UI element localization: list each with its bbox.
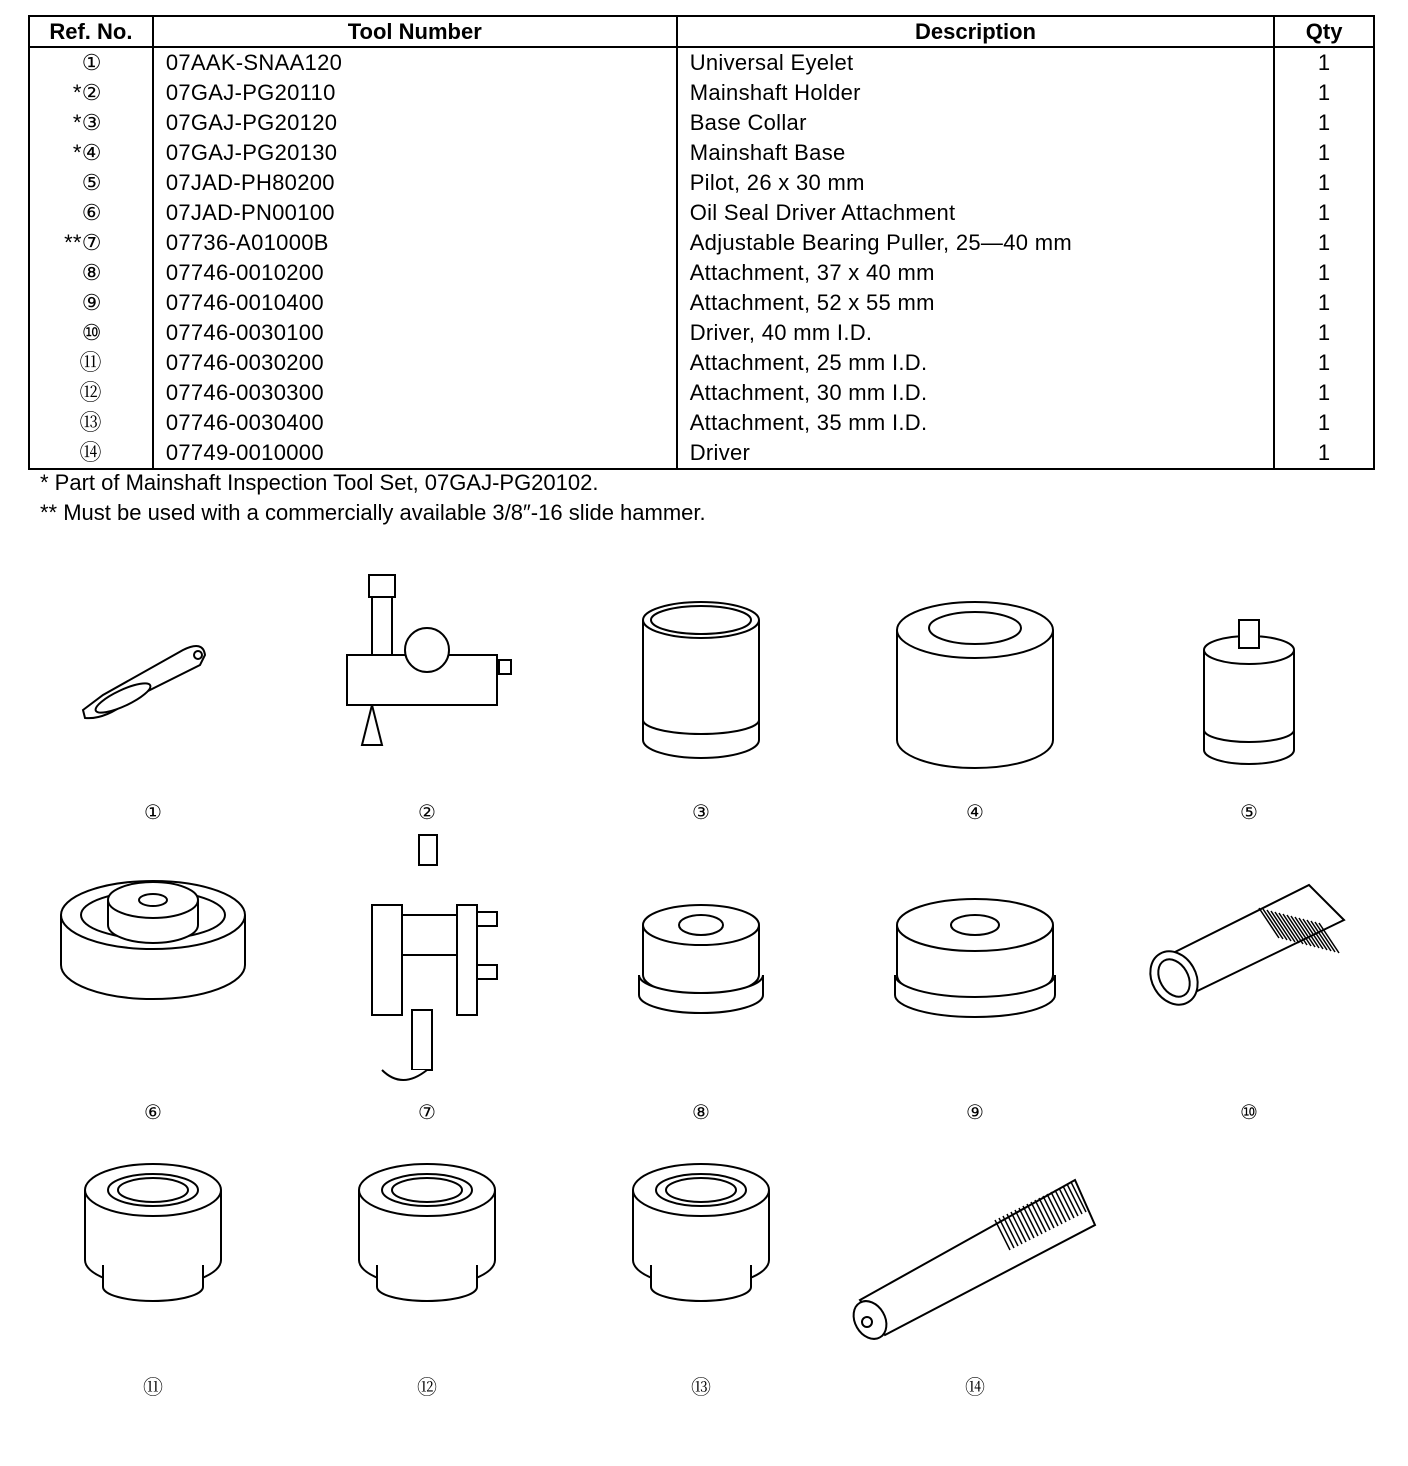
table-row <box>29 378 1374 408</box>
ref-cell: ⑬ <box>29 408 153 438</box>
oil-seal-driver-icon <box>61 881 245 999</box>
figure-label: ⑨ <box>966 1102 984 1124</box>
tool-number-cell: 07JAD-PN00100 <box>153 198 677 228</box>
tool-number-cell: 07AAK-SNAA120 <box>153 47 677 78</box>
tool-number-cell: 07GAJ-PG20120 <box>153 108 677 138</box>
description-cell: Pilot, 26 x 30 mm <box>677 168 1275 198</box>
pilot-icon <box>1204 620 1294 764</box>
description-cell: Driver, 40 mm I.D. <box>677 318 1275 348</box>
description-cell: Attachment, 37 x 40 mm <box>677 258 1275 288</box>
table-row <box>29 288 1374 318</box>
tool-number-cell: 07GAJ-PG20110 <box>153 78 677 108</box>
tool-number-cell: 07746-0010400 <box>153 288 677 318</box>
ref-cell: ⑧ <box>29 258 153 288</box>
qty-cell: 1 <box>1274 168 1374 198</box>
qty-cell: 1 <box>1274 138 1374 168</box>
figure-label: ⑭ <box>965 1377 985 1399</box>
driver-icon <box>1141 885 1344 1013</box>
ref-cell: ⑩ <box>29 318 153 348</box>
table-row <box>29 168 1374 198</box>
table-row <box>29 408 1374 438</box>
qty-cell: 1 <box>1274 378 1374 408</box>
attachment-icon <box>359 1164 495 1301</box>
table-row <box>29 258 1374 288</box>
attachment-icon <box>639 905 763 1013</box>
description-cell: Attachment, 25 mm I.D. <box>677 348 1275 378</box>
qty-cell: 1 <box>1274 108 1374 138</box>
qty-cell: 1 <box>1274 228 1374 258</box>
qty-cell: 1 <box>1274 318 1374 348</box>
table-row <box>29 348 1374 378</box>
header-ref-no: Ref. No. <box>29 16 153 47</box>
bearing-puller-icon <box>372 835 497 1080</box>
qty-cell: 1 <box>1274 258 1374 288</box>
figure-label: ⑤ <box>1240 802 1258 824</box>
mainshaft-holder-icon <box>347 575 511 745</box>
driver-handle-icon <box>847 1180 1095 1345</box>
tool-number-cell: 07GAJ-PG20130 <box>153 138 677 168</box>
tool-number-cell: 07746-0030100 <box>153 318 677 348</box>
figure-label: ⑥ <box>144 1102 162 1124</box>
qty-cell: 1 <box>1274 288 1374 318</box>
qty-cell: 1 <box>1274 408 1374 438</box>
footnote-single-asterisk: * Part of Mainshaft Inspection Tool Set, 07GAJ-PG20102. <box>40 470 599 495</box>
ref-cell: **⑦ <box>29 228 153 258</box>
description-cell: Base Collar <box>677 108 1275 138</box>
header-qty: Qty <box>1274 16 1374 47</box>
tool-number-cell: 07749-0010000 <box>153 438 677 469</box>
description-cell: Mainshaft Holder <box>677 78 1275 108</box>
eyelet-icon <box>83 646 205 718</box>
table-row <box>29 78 1374 108</box>
ref-cell: ⑪ <box>29 348 153 378</box>
figure-label: ① <box>144 802 162 824</box>
ref-cell: *④ <box>29 138 153 168</box>
attachment-icon <box>895 899 1055 1017</box>
figure-label: ③ <box>692 802 710 824</box>
tool-number-cell: 07746-0030200 <box>153 348 677 378</box>
table-row <box>29 198 1374 228</box>
figure-label: ⑫ <box>417 1377 437 1399</box>
mainshaft-base-icon <box>897 602 1053 768</box>
table-row <box>29 138 1374 168</box>
table-row <box>29 228 1374 258</box>
figure-label: ④ <box>966 802 984 824</box>
figure-label: ⑪ <box>143 1377 163 1399</box>
description-cell: Adjustable Bearing Puller, 25—40 mm <box>677 228 1275 258</box>
tool-number-cell: 07746-0030300 <box>153 378 677 408</box>
ref-cell: ⑫ <box>29 378 153 408</box>
ref-cell: *② <box>29 78 153 108</box>
qty-cell: 1 <box>1274 348 1374 378</box>
description-cell: Attachment, 35 mm I.D. <box>677 408 1275 438</box>
ref-cell: ⑨ <box>29 288 153 318</box>
footnotes <box>40 468 706 528</box>
special-tools-table <box>28 15 1375 470</box>
figure-label: ⑦ <box>418 1102 436 1124</box>
ref-cell: ⑥ <box>29 198 153 228</box>
table-row <box>29 318 1374 348</box>
description-cell: Driver <box>677 438 1275 469</box>
header-tool-number: Tool Number <box>153 16 677 47</box>
figure-label: ⑩ <box>1240 1102 1258 1124</box>
footnote-double-asterisk: ** Must be used with a commercially available 3/8″-16 slide hammer. <box>40 500 706 525</box>
qty-cell: 1 <box>1274 47 1374 78</box>
tool-number-cell: 07736-A01000B <box>153 228 677 258</box>
figure-label: ② <box>418 802 436 824</box>
figure-label: ⑬ <box>691 1377 711 1399</box>
ref-cell: *③ <box>29 108 153 138</box>
ref-cell: ⑤ <box>29 168 153 198</box>
attachment-icon <box>633 1164 769 1301</box>
ref-cell: ⑭ <box>29 438 153 469</box>
ref-cell: ① <box>29 47 153 78</box>
qty-cell: 1 <box>1274 78 1374 108</box>
qty-cell: 1 <box>1274 198 1374 228</box>
tool-number-cell: 07746-0010200 <box>153 258 677 288</box>
attachment-icon <box>85 1164 221 1301</box>
description-cell: Attachment, 30 mm I.D. <box>677 378 1275 408</box>
table-header-row <box>29 16 1374 47</box>
table-row <box>29 438 1374 469</box>
description-cell: Universal Eyelet <box>677 47 1275 78</box>
description-cell: Oil Seal Driver Attachment <box>677 198 1275 228</box>
tool-number-cell: 07JAD-PH80200 <box>153 168 677 198</box>
base-collar-icon <box>643 602 759 758</box>
tool-number-cell: 07746-0030400 <box>153 408 677 438</box>
figure-label: ⑧ <box>692 1102 710 1124</box>
header-description: Description <box>677 16 1275 47</box>
table-row <box>29 108 1374 138</box>
description-cell: Attachment, 52 x 55 mm <box>677 288 1275 318</box>
table-row <box>29 47 1374 78</box>
qty-cell: 1 <box>1274 438 1374 469</box>
description-cell: Mainshaft Base <box>677 138 1275 168</box>
